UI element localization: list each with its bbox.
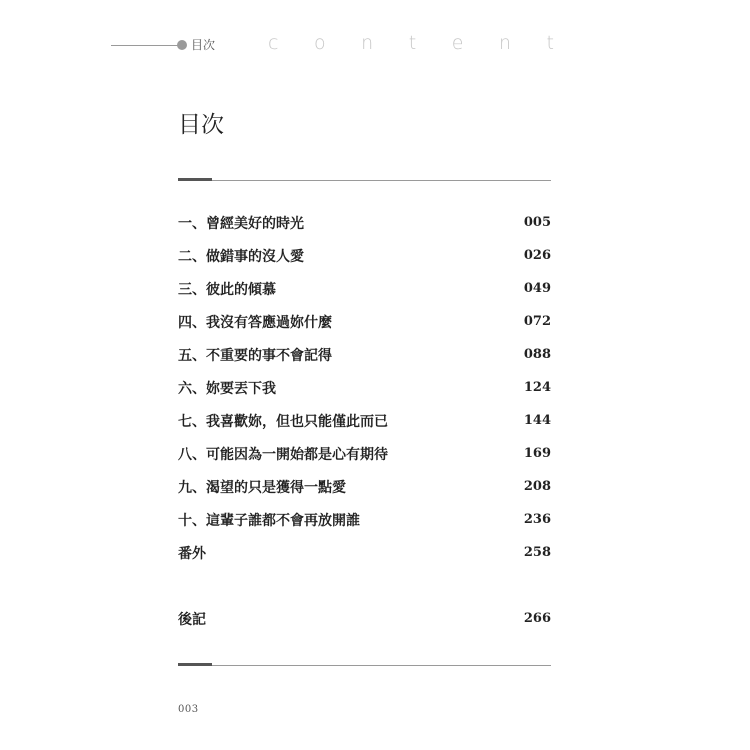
toc-entry-title: 番外 — [178, 545, 206, 562]
toc-entry-page: 258 — [523, 545, 551, 560]
bottom-rule — [178, 665, 551, 666]
toc-afterword-page: 266 — [523, 611, 551, 626]
toc-entry-page: 169 — [523, 446, 551, 461]
toc-entry-page: 088 — [523, 347, 551, 362]
toc-entry-title: 十、這輩子誰都不會再放開誰 — [178, 512, 360, 529]
toc-entry[interactable] — [178, 470, 551, 503]
toc-entry-page: 144 — [523, 413, 551, 428]
toc-entry[interactable] — [178, 272, 551, 305]
toc-entry-title: 七、我喜歡妳，但也只能僅此而已 — [178, 413, 388, 430]
toc-entry-title: 六、妳要丟下我 — [178, 380, 276, 397]
toc-entry-page: 208 — [523, 479, 551, 494]
page-title: 目次 — [178, 112, 224, 138]
toc-spacer — [178, 569, 551, 602]
top-rule — [178, 180, 551, 181]
header-letter: t — [408, 32, 417, 54]
toc-entry[interactable] — [178, 239, 551, 272]
header-rule — [111, 45, 178, 46]
toc-entry-title: 三、彼此的傾慕 — [178, 281, 276, 298]
toc-afterword[interactable] — [178, 602, 551, 635]
toc-entry[interactable] — [178, 404, 551, 437]
toc-afterword-title: 後記 — [178, 611, 206, 628]
toc-entry-page: 072 — [523, 314, 551, 329]
toc-entry-title: 五、不重要的事不會記得 — [178, 347, 332, 364]
toc-entry[interactable] — [178, 338, 551, 371]
toc-entry-page: 236 — [523, 512, 551, 527]
header-letter: o — [313, 32, 326, 54]
toc-entry[interactable] — [178, 437, 551, 470]
header-dot-icon — [177, 40, 187, 50]
header-title: 目次 — [191, 38, 216, 52]
toc-entry-title: 八、可能因為一開始都是心有期待 — [178, 446, 388, 463]
header-letter: c — [268, 32, 279, 54]
page-number: 003 — [178, 704, 199, 715]
toc-entry-page: 005 — [523, 215, 551, 230]
top-rule-accent — [178, 178, 212, 181]
toc-entry[interactable] — [178, 503, 551, 536]
toc-entry[interactable] — [178, 371, 551, 404]
toc-entry[interactable] — [178, 305, 551, 338]
toc-entry-page: 124 — [523, 380, 551, 395]
header-letter: e — [451, 32, 464, 54]
toc-entry-title: 九、渴望的只是獲得一點愛 — [178, 479, 346, 496]
toc-entry-title: 四、我沒有答應過妳什麼 — [178, 314, 332, 331]
toc-entry-page: 026 — [523, 248, 551, 263]
table-of-contents — [178, 206, 551, 635]
bottom-rule-accent — [178, 663, 212, 666]
header-decorative-word — [268, 30, 554, 56]
toc-entry-title: 二、做錯事的沒人愛 — [178, 248, 304, 265]
toc-entry-title: 一、曾經美好的時光 — [178, 215, 304, 232]
header-letter: t — [546, 32, 554, 54]
header-letter: n — [361, 32, 374, 54]
toc-entry[interactable] — [178, 536, 551, 569]
toc-entry[interactable] — [178, 206, 551, 239]
toc-entry-page: 049 — [523, 281, 551, 296]
header-letter: n — [498, 32, 511, 54]
